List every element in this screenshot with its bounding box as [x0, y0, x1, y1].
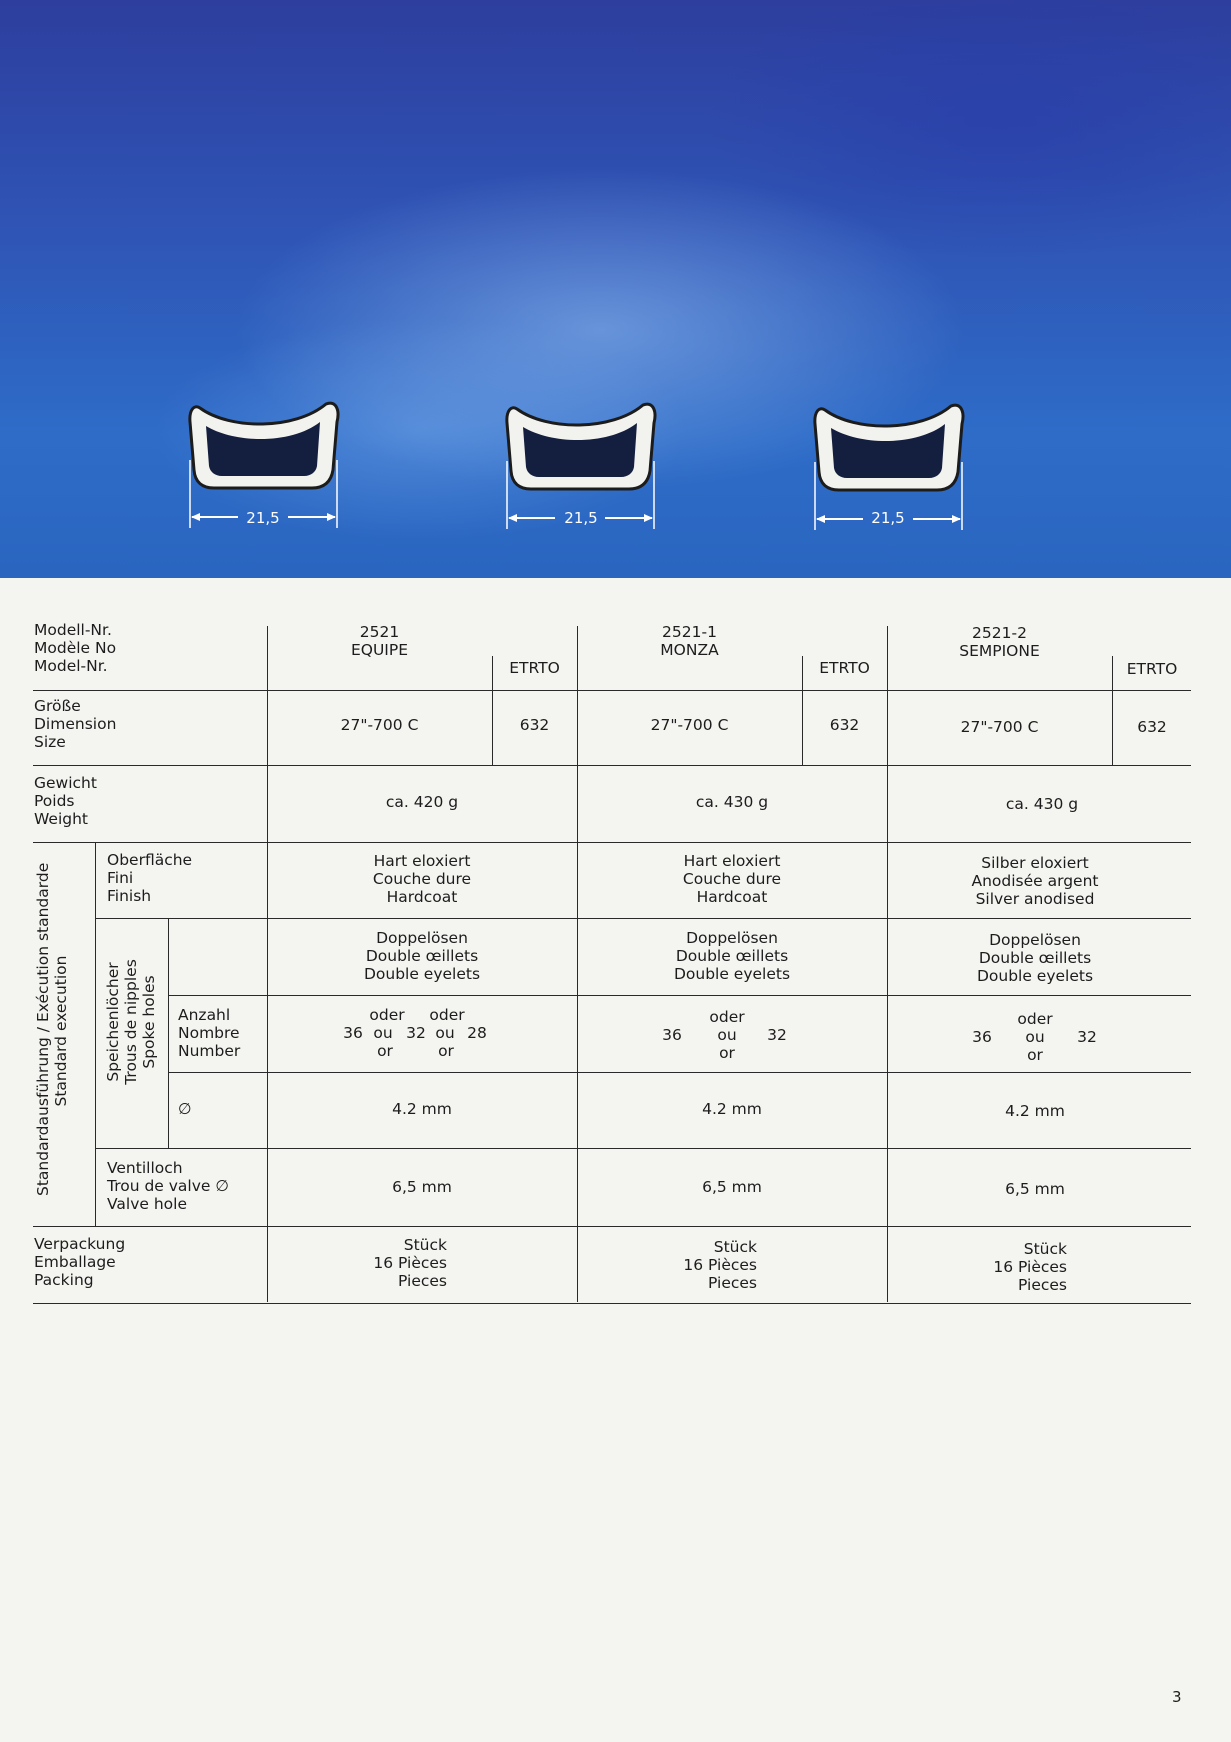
model-header-equipe: 2521 EQUIPE: [350, 623, 409, 659]
valve-hole-label: Ventilloch Trou de valve ∅ Valve hole: [107, 1159, 229, 1213]
etrto-value: 632: [519, 716, 550, 734]
width-dimension-label: 21,5: [871, 509, 905, 527]
valve-hole-value: 6,5 mm: [392, 1178, 452, 1196]
finish-value: Silber eloxiert Anodisée argent Silver anodised: [971, 854, 1099, 908]
eyelets-value: Doppelösen Double œillets Double eyelets: [673, 929, 791, 983]
etrto-header: ETRTO: [819, 659, 870, 677]
weight-value: ca. 430 g: [1005, 795, 1079, 813]
valve-hole-value: 6,5 mm: [1005, 1180, 1065, 1198]
spoke-holes-label: Speichenlöcher Trous de nipples Spoke holes: [104, 959, 158, 1085]
etrto-value: 632: [829, 716, 860, 734]
etrto-value: 632: [1137, 718, 1167, 736]
spec-table: Modell-Nr. Modèle No Model-Nr. Größe Dimension Size Gewicht Poids Weight Standardausführung / Exécution standarde Standard execution Oberfläche Fini Finish Speichenlöcher Trous de nipples Spoke holes Anzahl Nombre Number ∅ Ventilloch Trou de valve ∅ Valve hole Verpackung Emballage Packing 2521 EQUIPE ETRTO 27"-700 C 632 ca. 420 g Hart eloxiert Couche dure Hardcoat Doppelösen Double œillets Double eyelets oder oder 36 ou 32 ou 28 or or 4.2 mm 6,5 mm Stück 16 Pièces Pieces 2521-1 MONZA ETRTO 27"-700 C 632 ca. 430 g Hart eloxiert Couche dure Hardcoat Doppelösen Double œillets Double eyelets oder 36 ou 32 or 4.2 mm 6,5 mm Stück 16 Pièces Pieces 2521-2 SEMPIONE ETRTO 27"-700 C 632 ca. 430 g Silber eloxiert Anodisée argent Silver anodised Doppelösen Double œillets Double eyelets oder 36 ou 32 or 4.2 mm 6,5 mm Stück 16 Pièces Pieces: [0, 0, 1231, 1742]
model-header-sempione: 2521-2 SEMPIONE: [959, 624, 1040, 660]
hole-diameter-value: 4.2 mm: [1005, 1102, 1065, 1120]
weight-label: Gewicht Poids Weight: [34, 774, 97, 828]
weight-value: ca. 420 g: [385, 793, 459, 811]
packing-value: Stück 16 Pièces Pieces: [683, 1238, 757, 1292]
hole-diameter-value: 4.2 mm: [392, 1100, 452, 1118]
hole-diameter-value: 4.2 mm: [702, 1100, 762, 1118]
model-number-label: Modell-Nr. Modèle No Model-Nr.: [34, 621, 117, 675]
weight-value: ca. 430 g: [695, 793, 769, 811]
size-value: 27"-700 C: [650, 716, 729, 734]
width-dimension-label: 21,5: [246, 509, 280, 527]
finish-value: Hart eloxiert Couche dure Hardcoat: [682, 852, 782, 906]
packing-value: Stück 16 Pièces Pieces: [993, 1240, 1067, 1294]
model-header-monza: 2521-1 MONZA: [660, 623, 719, 659]
standard-execution-label: Standardausführung / Exécution standarde Standard execution: [34, 862, 70, 1196]
diameter-icon: ∅: [178, 1100, 192, 1118]
packing-label: Verpackung Emballage Packing: [34, 1235, 126, 1289]
page-number: 3: [1172, 1688, 1182, 1706]
eyelets-value: Doppelösen Double œillets Double eyelets: [363, 929, 481, 983]
valve-hole-value: 6,5 mm: [702, 1178, 762, 1196]
finish-label: Oberfläche Fini Finish: [107, 851, 193, 905]
eyelets-value: Doppelösen Double œillets Double eyelets: [976, 931, 1094, 985]
size-value: 27"-700 C: [960, 718, 1039, 736]
spoke-number-label: Anzahl Nombre Number: [178, 1006, 241, 1060]
finish-value: Hart eloxiert Couche dure Hardcoat: [372, 852, 472, 906]
size-label: Größe Dimension Size: [34, 697, 117, 751]
etrto-header: ETRTO: [1126, 660, 1178, 678]
packing-value: Stück 16 Pièces Pieces: [373, 1236, 447, 1290]
size-value: 27"-700 C: [340, 716, 419, 734]
width-dimension-label: 21,5: [564, 509, 598, 527]
etrto-header: ETRTO: [509, 659, 560, 677]
